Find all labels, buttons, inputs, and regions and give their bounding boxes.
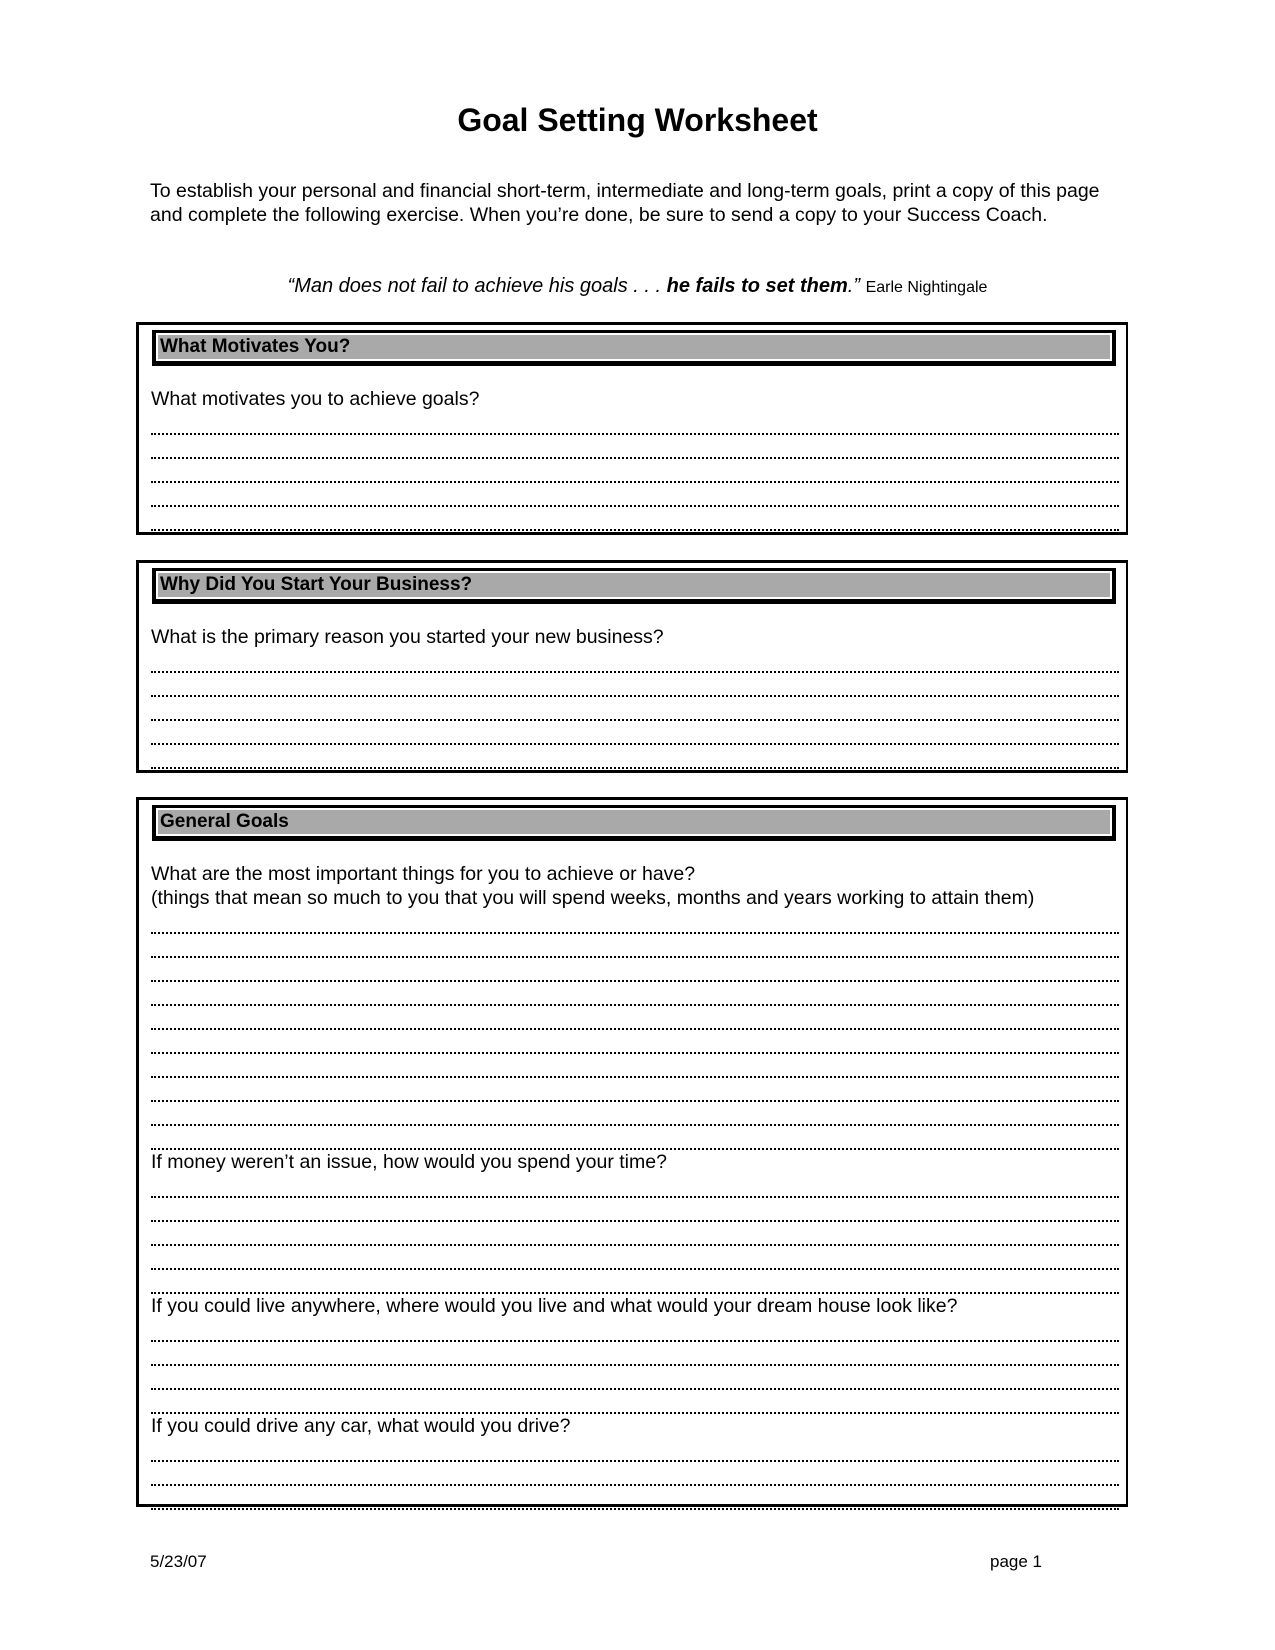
answer-line[interactable] (151, 649, 1119, 673)
section-what-motivates-you (136, 322, 1128, 535)
footer-date: 5/23/07 (150, 1552, 207, 1571)
answer-line[interactable] (151, 459, 1119, 483)
footer-page-number: page 1 (990, 1552, 1042, 1571)
answer-line[interactable] (151, 1198, 1119, 1222)
answer-line[interactable] (151, 1174, 1119, 1198)
answer-line[interactable] (151, 1462, 1119, 1486)
section-body (151, 862, 1123, 1510)
answer-line[interactable] (151, 1342, 1119, 1366)
section-why-start-business (136, 560, 1128, 773)
answer-lines[interactable] (151, 649, 1123, 769)
section-header-label: General Goals (156, 808, 1112, 836)
intro-paragraph: To establish your personal and financial short-term, intermediate and long-term goals, print a copy of this page and complete the following exercise. When you’re done, be sure to send a copy to your Success Coach. (150, 180, 1100, 226)
answer-line[interactable] (151, 1246, 1119, 1270)
question-text: If money weren’t an issue, how would you spend your time? (151, 1151, 667, 1173)
answer-line[interactable] (151, 1390, 1119, 1414)
answer-line[interactable] (151, 1486, 1119, 1510)
worksheet-title: Goal Setting Worksheet (457, 102, 818, 138)
answer-line[interactable] (151, 1054, 1119, 1078)
answer-line[interactable] (151, 483, 1119, 507)
answer-lines[interactable] (151, 910, 1123, 1150)
answer-line[interactable] (151, 1030, 1119, 1054)
answer-line[interactable] (151, 1102, 1119, 1126)
answer-lines[interactable] (151, 1438, 1123, 1510)
answer-lines[interactable] (151, 411, 1123, 531)
question-text: What motivates you to achieve goals? (151, 388, 480, 410)
section-header (152, 330, 1116, 366)
question-text: If you could drive any car, what would you drive? (151, 1415, 571, 1437)
answer-line[interactable] (151, 1438, 1119, 1462)
quote-bold-text: he fails to set them (666, 275, 848, 297)
quote-italic-text: “Man does not fail to achieve his goals . . . (287, 275, 667, 297)
quote-closing: .” (847, 275, 861, 297)
answer-line[interactable] (151, 745, 1119, 769)
question-text: What are the most important things for you to achieve or have? (151, 863, 696, 885)
answer-line[interactable] (151, 673, 1119, 697)
answer-lines[interactable] (151, 1174, 1123, 1294)
quote (0, 275, 1275, 298)
question-text: What is the primary reason you started your new business? (151, 626, 664, 648)
quote-author: Earle Nightingale (865, 279, 988, 296)
answer-line[interactable] (151, 1366, 1119, 1390)
answer-line[interactable] (151, 507, 1119, 531)
answer-line[interactable] (151, 1006, 1119, 1030)
answer-line[interactable] (151, 1126, 1119, 1150)
answer-line[interactable] (151, 1270, 1119, 1294)
section-header (152, 568, 1116, 604)
answer-line[interactable] (151, 721, 1119, 745)
answer-line[interactable] (151, 1222, 1119, 1246)
answer-line[interactable] (151, 910, 1119, 934)
section-header (152, 805, 1116, 841)
answer-line[interactable] (151, 934, 1119, 958)
section-general-goals (136, 797, 1128, 1507)
answer-line[interactable] (151, 411, 1119, 435)
answer-line[interactable] (151, 697, 1119, 721)
question-text: If you could live anywhere, where would you live and what would your dream house look like? (151, 1295, 958, 1317)
section-body (151, 387, 1123, 531)
section-body (151, 625, 1123, 769)
answer-line[interactable] (151, 1078, 1119, 1102)
answer-line[interactable] (151, 1318, 1119, 1342)
answer-line[interactable] (151, 982, 1119, 1006)
question-subtext: (things that mean so much to you that you will spend weeks, months and years working to attain them) (151, 887, 1035, 909)
answer-lines[interactable] (151, 1318, 1123, 1414)
section-header-label: What Motivates You? (156, 333, 1112, 361)
section-header-label: Why Did You Start Your Business? (156, 571, 1112, 599)
answer-line[interactable] (151, 435, 1119, 459)
answer-line[interactable] (151, 958, 1119, 982)
